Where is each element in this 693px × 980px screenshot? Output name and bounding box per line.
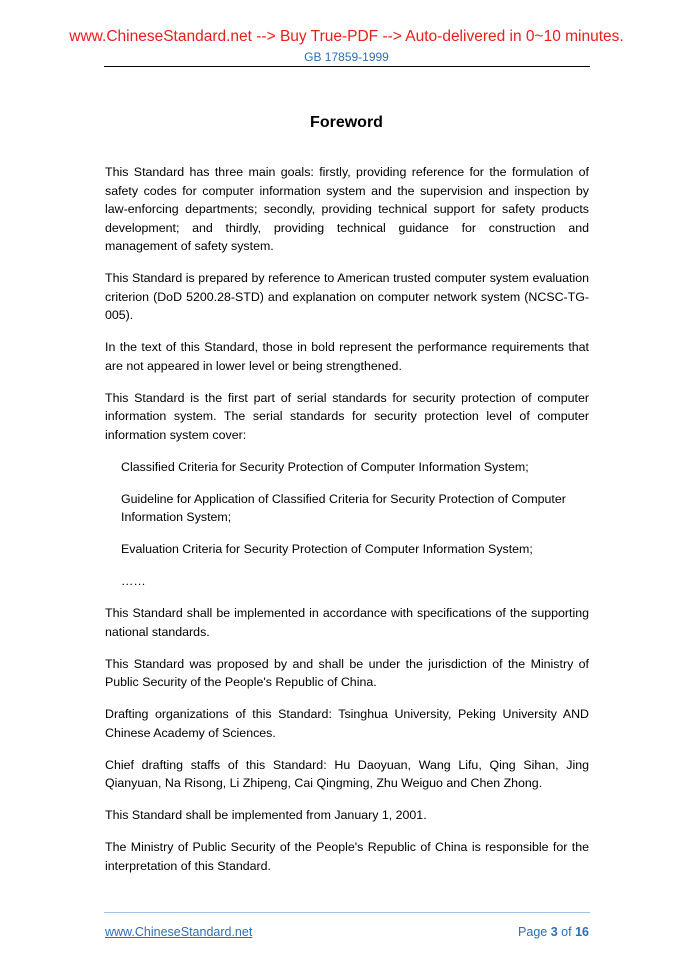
list-item-classified-criteria: Classified Criteria for Security Protection of Computer Information System; <box>121 459 529 474</box>
page-label: Page <box>518 925 548 939</box>
header-divider <box>104 66 590 67</box>
paragraph-proposed-by: This Standard was proposed by and shall be under the jurisdiction of the Ministry of Public Security of the People's Republic of China. <box>105 656 589 689</box>
paragraph-serial-standards: This Standard is the first part of serial standards for security protection of computer information system. The serial standards for security protection level of computer information system cover: <box>105 390 589 442</box>
page-number <box>518 924 589 940</box>
paragraph-bold-note: In the text of this Standard, those in bold represent the performance requirements that are not appeared in lower level or being strengthened. <box>105 340 589 373</box>
list-item-ellipsis: …… <box>121 574 146 588</box>
list-item-guideline: Guideline for Application of Classified Criteria for Security Protection of Computer Information System; <box>121 491 566 524</box>
purchase-banner[interactable]: www.ChineseStandard.net --> Buy True-PDF --> Auto-delivered in 0~10 minutes. <box>69 28 624 45</box>
paragraph-goals: This Standard has three main goals: firstly, providing reference for the formulation of safety codes for computer information system and the supervision and inspection by law-enforcing departments; secondly, providing technical support for safety products development; and thirdly, providing technical guidance for construction and management of safety system. <box>105 165 589 253</box>
list-item-evaluation-criteria: Evaluation Criteria for Security Protection of Computer Information System; <box>121 542 533 556</box>
paragraph-drafting-organizations: Drafting organizations of this Standard: Tsinghua University, Peking University AND Chinese Academy of Sciences. <box>105 707 589 740</box>
standard-number: GB 17859-1999 <box>304 50 389 64</box>
paragraph-drafting-staff: Chief drafting staffs of this Standard: Hu Daoyuan, Wang Lifu, Qing Sihan, Jing Qianyuan, Na Risong, Li Zhipeng, Cai Qingming, Zhu Weiguo and Chen Zhong. <box>105 757 589 790</box>
paragraph-implementation: This Standard shall be implemented in accordance with specifications of the supporting national standards. <box>105 606 589 639</box>
footer-divider <box>104 912 590 913</box>
paragraph-interpretation: The Ministry of Public Security of the People's Republic of China is responsible for the interpretation of this Standard. <box>105 840 589 873</box>
paragraph-reference: This Standard is prepared by reference to American trusted computer system evaluation criterion (DoD 5200.28-STD) and explanation on computer network system (NCSC-TG-005). <box>105 271 589 322</box>
page-title: Foreword <box>310 114 383 131</box>
footer-site-link[interactable]: www.ChineseStandard.net <box>105 925 253 939</box>
page-of-label: of <box>561 925 572 939</box>
paragraph-effective-date: This Standard shall be implemented from January 1, 2001. <box>105 808 427 822</box>
document-body <box>105 163 589 889</box>
page-current: 3 <box>550 925 558 939</box>
page-total: 16 <box>575 925 589 939</box>
